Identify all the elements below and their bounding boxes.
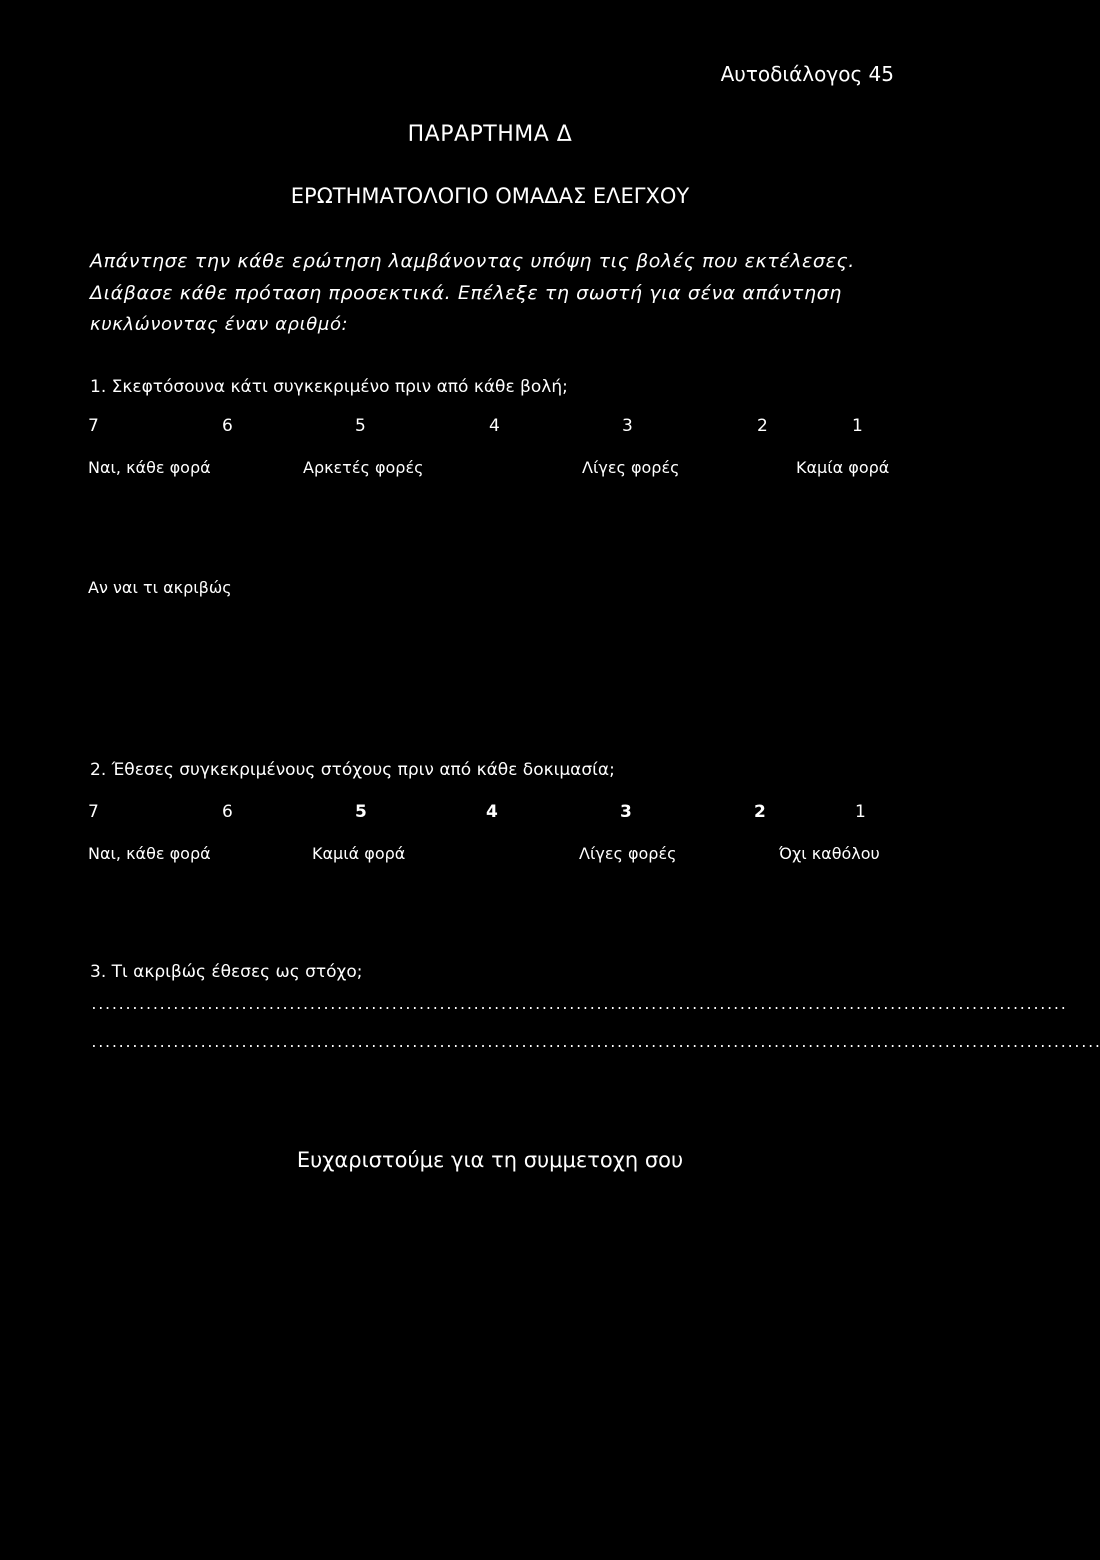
questionnaire-title: ΕΡΩΤΗΜΑΤΟΛΟΓΙΟ ΟΜΑΔΑΣ ΕΛΕΓΧΟΥ [290,184,690,208]
question-1-text: 1. Σκεφτόσουνα κάτι συγκεκριμένο πριν από κάθε βολή; [90,377,568,397]
q3-answer-line-2[interactable]: .................................................................................................................................................... [90,1036,1100,1051]
q2-scale-2[interactable]: 2 [754,802,766,822]
question-3-text: 3. Τι ακριβώς έθεσες ως στόχο; [90,962,363,982]
q1-label-few-times: Λίγες φορές [582,458,680,477]
q2-scale-5[interactable]: 5 [355,802,367,822]
q2-label-every-time: Ναι, κάθε φορά [88,844,211,863]
q1-scale-5[interactable]: 5 [355,416,366,436]
q1-scale-2[interactable]: 2 [757,416,768,436]
instruction-line-1: Απάντησε την κάθε ερώτηση λαμβάνοντας υπόψη τις βολές που εκτέλεσες. [90,250,855,272]
q1-label-every-time: Ναι, κάθε φορά [88,458,211,477]
q1-scale-4[interactable]: 4 [489,416,500,436]
q1-scale-1[interactable]: 1 [852,416,863,436]
q1-followup-prompt: Αν ναι τι ακριβώς [88,578,232,597]
q1-label-never: Καμία φορά [796,458,890,477]
q2-label-few-times: Λίγες φορές [579,844,677,863]
q2-label-not-at-all: Όχι καθόλου [779,844,880,863]
appendix-title: ΠΑΡΑΡΤΗΜΑ Δ [407,122,573,147]
instruction-line-3: κυκλώνοντας έναν αριθμό: [90,314,349,335]
q1-scale-7[interactable]: 7 [88,416,99,436]
closing-thanks: Ευχαριστούμε για τη συμμετοχη σου [296,1148,684,1172]
q3-answer-line-1[interactable]: ............................................................................................................................................... [90,998,1067,1013]
q2-scale-6[interactable]: 6 [222,802,233,822]
question-2-text: 2. Έθεσες συγκεκριμένους στόχους πριν από κάθε δοκιμασία; [90,760,615,780]
q2-scale-1[interactable]: 1 [855,802,866,822]
q1-scale-3[interactable]: 3 [622,416,633,436]
q2-scale-7[interactable]: 7 [88,802,99,822]
q1-scale-6[interactable]: 6 [222,416,233,436]
q2-label-sometimes: Καμιά φορά [312,844,406,863]
q1-label-several-times: Αρκετές φορές [303,458,424,477]
q2-scale-3[interactable]: 3 [620,802,632,822]
page-header-label: Αυτοδιάλογος 45 [720,62,894,86]
q2-scale-4[interactable]: 4 [486,802,498,822]
instruction-line-2: Διάβασε κάθε πρόταση προσεκτικά. Επέλεξε τη σωστή για σένα απάντηση [90,282,842,304]
